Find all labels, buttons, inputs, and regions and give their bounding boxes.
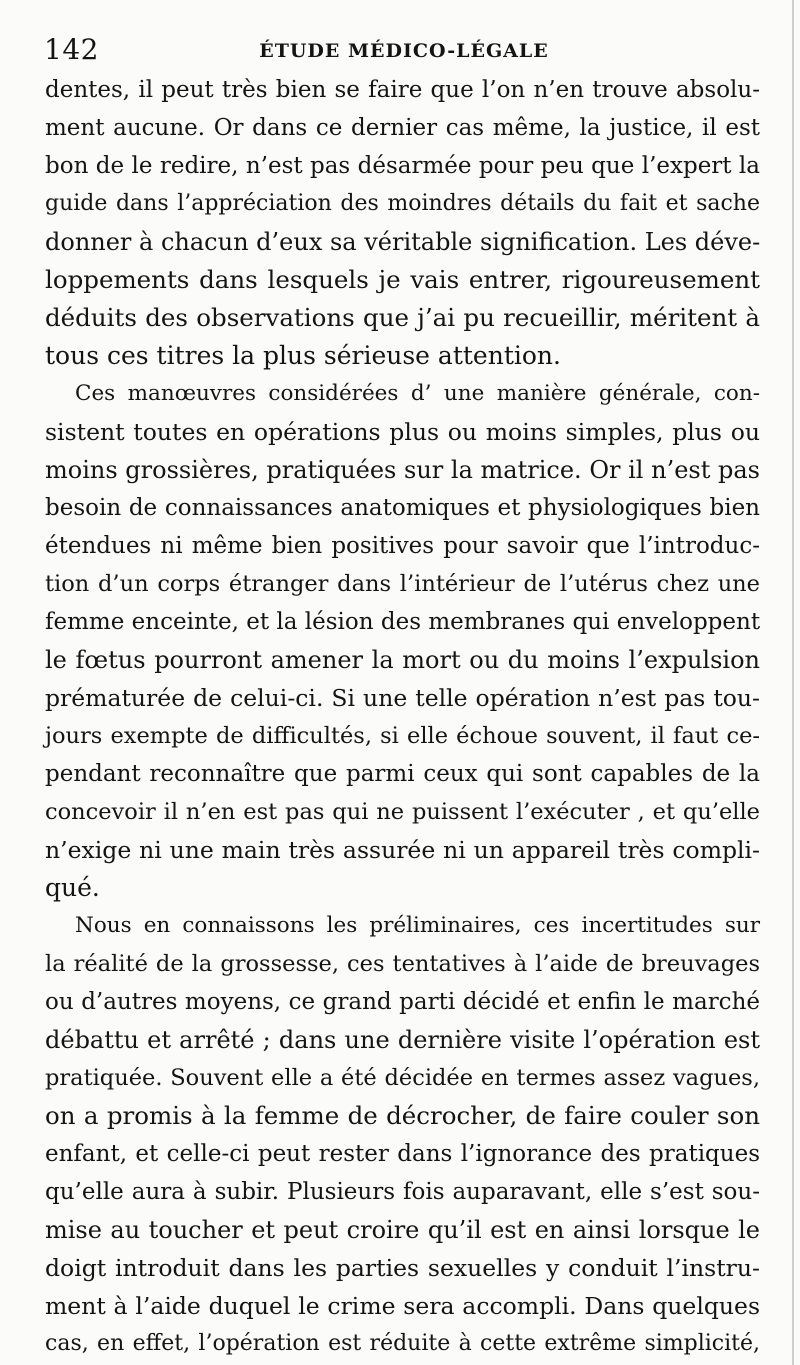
- text-line: Ces manœuvres considérées d’ une manière générale, con-: [75, 381, 760, 406]
- text-line: donner à chacun d’eux sa véritable signification. Les déve-: [45, 228, 761, 256]
- page-number: 142: [44, 33, 99, 66]
- text-line: loppements dans lesquels je vais entrer, rigoureusement: [45, 265, 760, 294]
- text-line: étendues ni même bien positives pour savoir que l’introduc-: [45, 533, 760, 559]
- text-line: mise au toucher et peut croire qu’il est en ainsi lorsque le: [45, 1216, 760, 1244]
- text-line: concevoir il n’en est pas qui ne puissent l’exécuter , et qu’elle: [45, 799, 760, 825]
- text-line: qu’elle aura à subir. Plusieurs fois auparavant, elle s’est sou-: [45, 1179, 760, 1205]
- running-title: ÉTUDE MÉDICO-LÉGALE: [259, 40, 549, 62]
- text-line: jours exempte de difficultés, si elle échoue souvent, il faut ce-: [45, 723, 760, 749]
- text-line: bon de le redire, n’est pas désarmée pour peu que l’expert la: [45, 153, 760, 179]
- text-line: sistent toutes en opérations plus ou moins simples, plus ou: [45, 418, 760, 446]
- text-line: n’exige ni une main très assurée ni un appareil très compli-: [45, 836, 760, 864]
- text-line: ou d’autres moyens, ce grand parti décidé et enfin le marché: [45, 989, 760, 1015]
- text-line: cas, en effet, l’opération est réduite à cette extrême simplicité,: [45, 1331, 760, 1356]
- paragraph: [45, 71, 760, 375]
- text-line: qué.: [45, 873, 100, 902]
- text-line: doigt introduit dans les parties sexuelles y conduit l’instru-: [45, 1254, 760, 1282]
- text-line: tion d’un corps étranger dans l’intérieur de l’utérus chez une: [45, 571, 760, 597]
- text-line: enfant, et celle-ci peut rester dans l’ignorance des pratiques: [45, 1141, 760, 1167]
- text-line: moins grossières, pratiquées sur la matrice. Or il n’est pas: [45, 456, 760, 484]
- text-line: pendant reconnaître que parmi ceux qui sont capables de la: [45, 761, 760, 787]
- body-text: [45, 71, 760, 1363]
- text-line: ment aucune. Or dans ce dernier cas même, la justice, il est: [45, 115, 760, 141]
- text-line: Nous en connaissons les préliminaires, ces incertitudes sur: [75, 913, 760, 938]
- text-line: pratiquée. Souvent elle a été décidée en termes assez vagues,: [45, 1065, 760, 1091]
- text-line: guide dans l’appréciation des moindres détails du fait et sache: [45, 191, 760, 216]
- page-header: [44, 32, 764, 68]
- text-line: prématurée de celui-ci. Si une telle opération n’est pas tou-: [45, 684, 760, 712]
- text-line: la réalité de la grossesse, ces tentatives à l’aide de breuvages: [45, 951, 760, 977]
- page-edge-shadow: [792, 0, 794, 1365]
- text-line: dentes, il peut très bien se faire que l’on n’en trouve absolu-: [45, 77, 760, 103]
- text-line: le fœtus pourront amener la mort ou du moins l’expulsion: [45, 646, 760, 674]
- text-line: on a promis à la femme de décrocher, de faire couler son: [45, 1101, 760, 1130]
- text-line: ment à l’aide duquel le crime sera accompli. Dans quelques: [45, 1292, 760, 1320]
- paragraph: [45, 375, 760, 907]
- text-line: débattu et arrêté ; dans une dernière visite l’opération est: [45, 1026, 760, 1054]
- text-line: besoin de connaissances anatomiques et physiologiques bien: [45, 495, 760, 521]
- text-line: déduits des observations que j’ai pu recueillir, méritent à: [45, 303, 760, 332]
- paragraph: [45, 907, 760, 1363]
- text-line: femme enceinte, et la lésion des membranes qui enveloppent: [45, 609, 761, 635]
- text-line: tous ces titres la plus sérieuse attention.: [45, 341, 561, 370]
